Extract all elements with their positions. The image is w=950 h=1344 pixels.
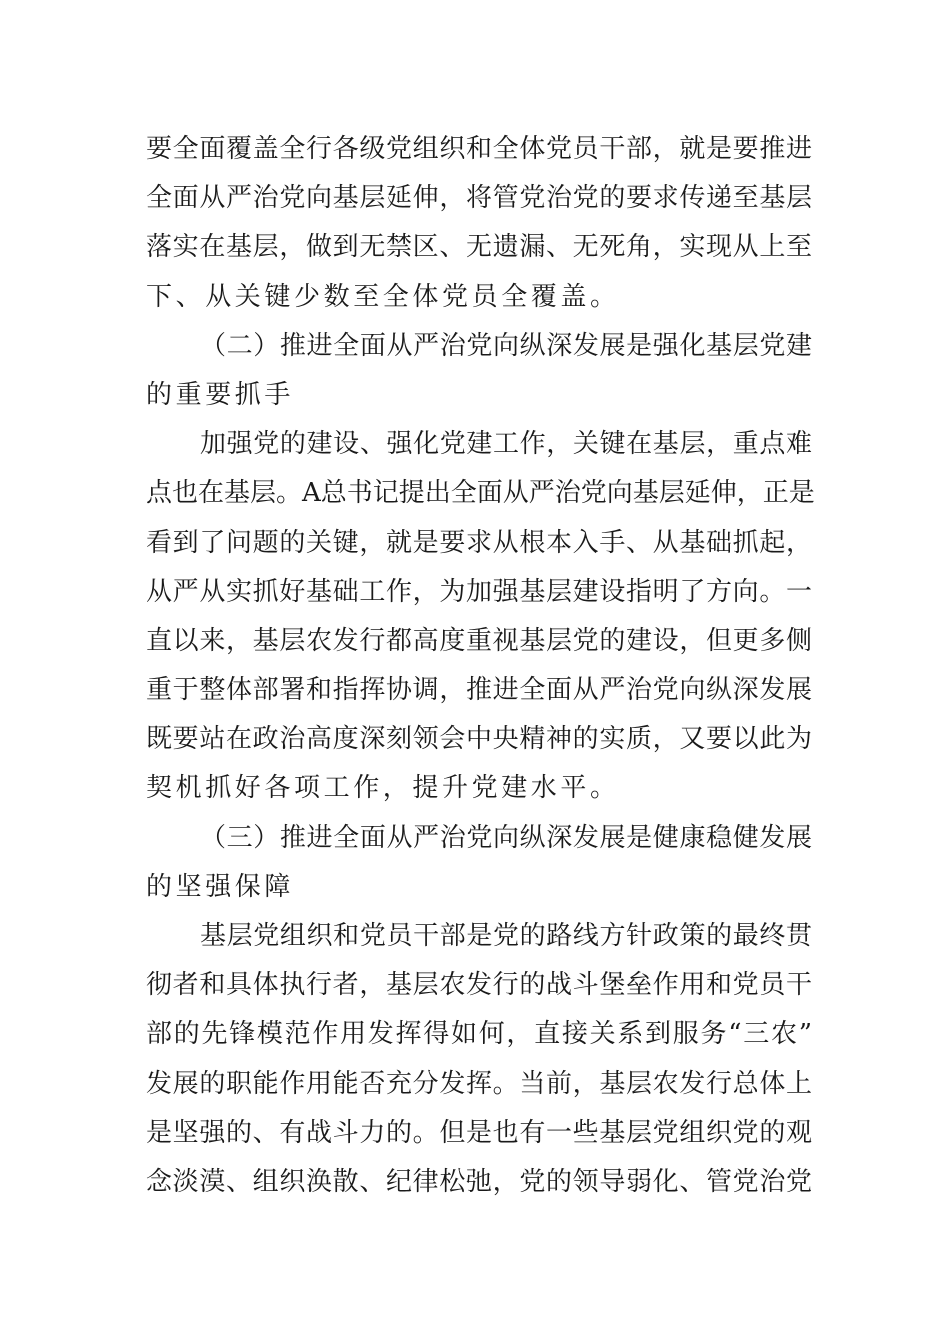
- text-line: 要全面覆盖全行各级党组织和全体党员干部，就是要推进: [146, 134, 812, 164]
- text-line: 念淡漠、组织涣散、纪律松弛，党的领导弱化、管党治党: [146, 1166, 812, 1197]
- text-line: 彻者和具体执行者，基层农发行的战斗堡垒作用和党员干: [146, 970, 812, 1001]
- text-line: 全面从严治党向基层延伸，将管党治党的要求传递至基层: [146, 183, 812, 214]
- section-heading-2: [146, 322, 812, 420]
- heading-line: 的重要抓手: [146, 379, 295, 410]
- text-line: 既要站在政治高度深刻领会中央精神的实质，又要以此为: [146, 724, 812, 755]
- text-line: 下、从关键少数至全体党员全覆盖。: [146, 281, 620, 312]
- paragraph-p2: [146, 420, 815, 814]
- heading-line: 的坚强保障: [146, 871, 295, 902]
- text-line: 部的先锋模范作用发挥得如何，直接关系到服务“三农”: [146, 1019, 812, 1050]
- text-line: 加强党的建设、强化党建工作，关键在基层，重点难: [200, 429, 812, 460]
- paragraph-p1: [146, 125, 812, 322]
- text-line: 看到了问题的关键，就是要求从根本入手、从基础抓起，: [146, 527, 812, 558]
- document-body: [146, 125, 815, 1207]
- text-line: 重于整体部署和指挥协调，推进全面从严治党向纵深发展: [146, 675, 812, 706]
- text-line: 点也在基层。A总书记提出全面从严治党向基层延伸，正是: [146, 478, 815, 509]
- heading-line: （三）推进全面从严治党向纵深发展是健康稳健发展: [200, 822, 812, 853]
- text-line: 落实在基层，做到无禁区、无遗漏、无死角，实现从上至: [146, 232, 812, 263]
- text-line: 是坚强的、有战斗力的。但是也有一些基层党组织党的观: [146, 1117, 812, 1148]
- text-line: 发展的职能作用能否充分发挥。当前，基层农发行总体上: [146, 1068, 812, 1099]
- section-heading-3: [146, 814, 812, 912]
- text-line: 从严从实抓好基础工作，为加强基层建设指明了方向。一: [146, 576, 812, 607]
- text-line: 契机抓好各项工作，提升党建水平。: [146, 773, 620, 804]
- text-line: 基层党组织和党员干部是党的路线方针政策的最终贯: [200, 921, 812, 951]
- heading-line: （二）推进全面从严治党向纵深发展是强化基层党建: [200, 330, 812, 361]
- text-line: 直以来，基层农发行都高度重视基层党的建设，但更多侧: [146, 625, 812, 656]
- paragraph-p3: [146, 912, 812, 1207]
